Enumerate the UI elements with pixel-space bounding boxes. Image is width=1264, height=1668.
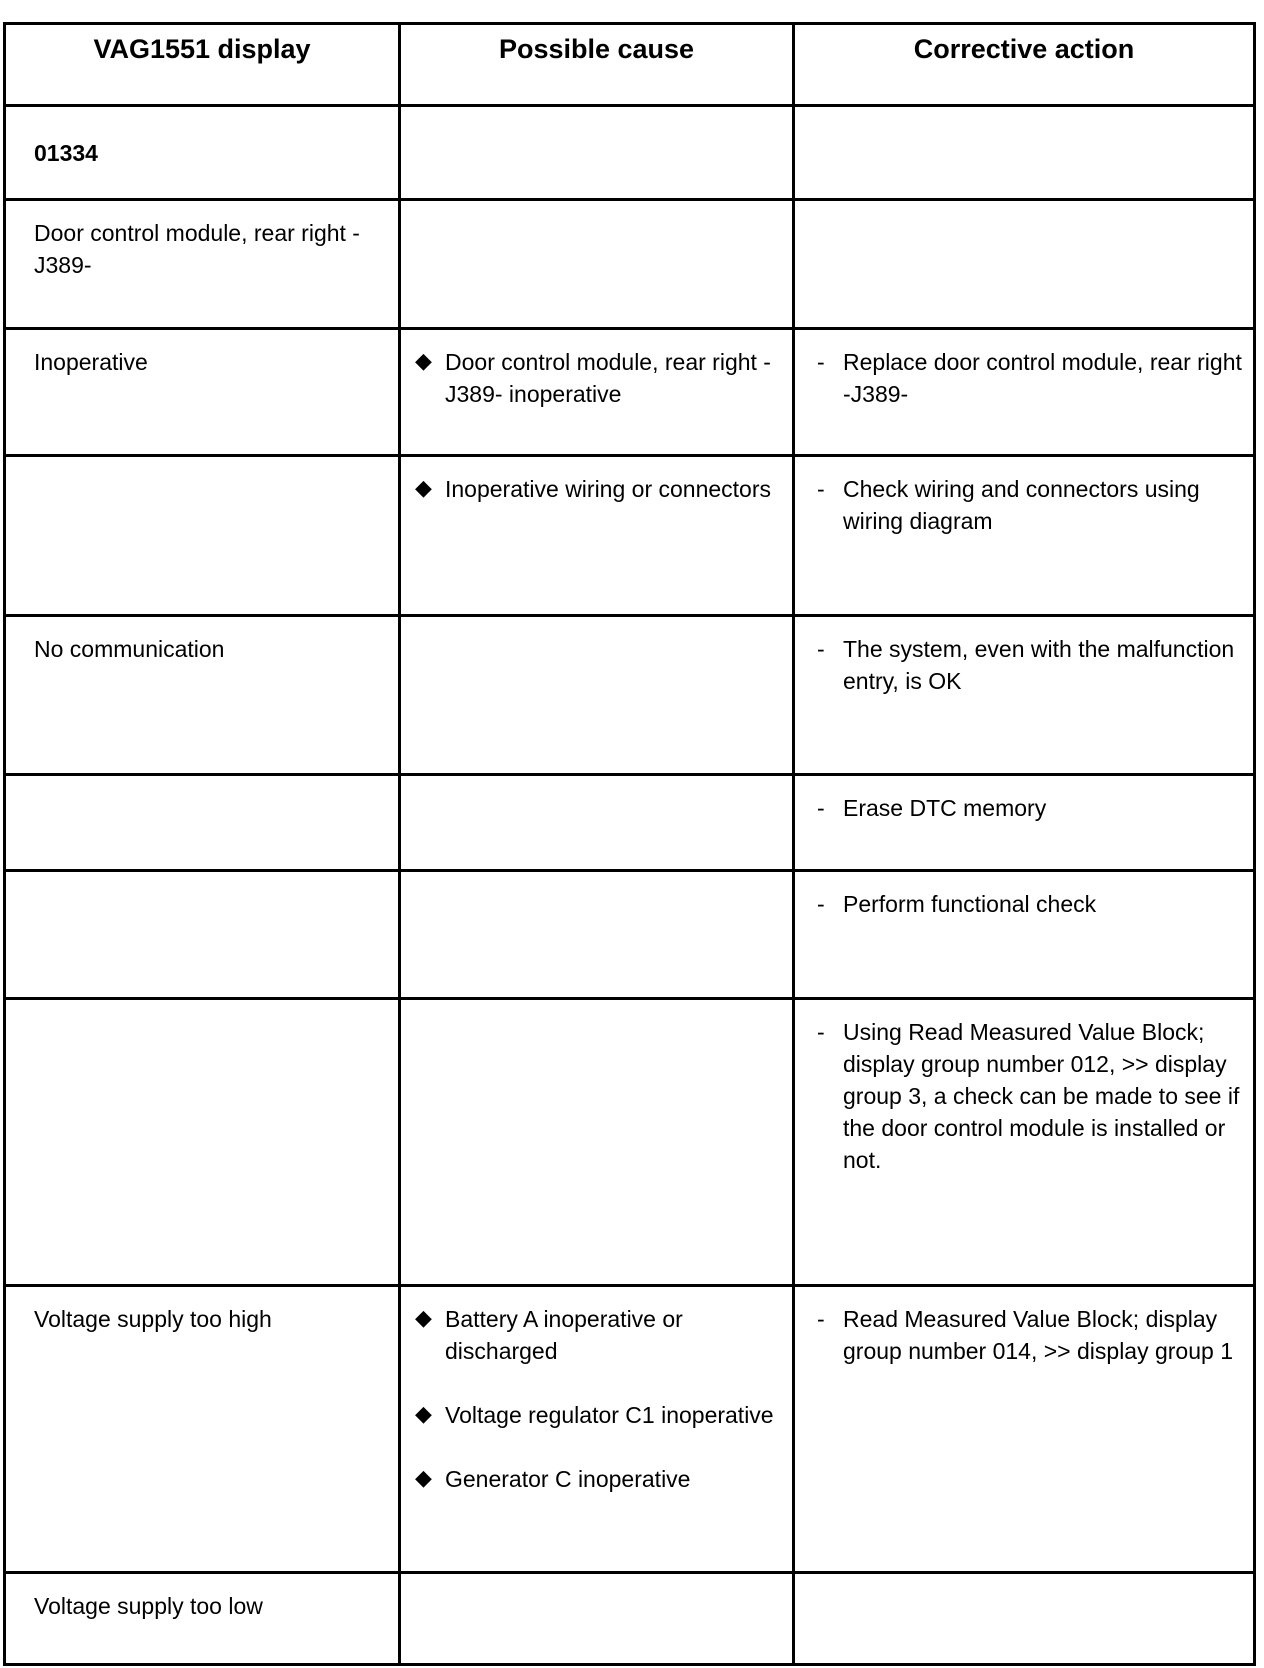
display-cell: No communication xyxy=(5,616,400,775)
dash-marker: - xyxy=(817,349,825,375)
diamond-bullet-icon: ◆ xyxy=(415,1465,432,1490)
action-text: Read Measured Value Block; display group number 014, >> display group 1 xyxy=(843,1306,1233,1364)
display-cell: Voltage supply too low xyxy=(5,1573,400,1665)
action-text: The system, even with the malfunction entry, is OK xyxy=(843,636,1235,694)
action-item xyxy=(817,346,1253,410)
action-item xyxy=(817,888,1253,920)
cause-item xyxy=(415,1303,792,1367)
action-cell xyxy=(794,456,1255,616)
cause-cell xyxy=(400,1573,794,1665)
table-row xyxy=(5,871,1255,999)
action-item xyxy=(817,1016,1253,1176)
cause-item xyxy=(415,1399,792,1431)
dash-marker: - xyxy=(817,795,825,821)
action-cell xyxy=(794,775,1255,871)
table-row xyxy=(5,329,1255,456)
table-row xyxy=(5,200,1255,329)
header-row xyxy=(5,24,1255,106)
cause-cell xyxy=(400,456,794,616)
cause-cell xyxy=(400,200,794,329)
action-text: Using Read Measured Value Block; display group number 012, >> display group 3, a check can be made to see if the door control module is installed or not. xyxy=(843,1019,1240,1173)
action-text: Erase DTC memory xyxy=(843,795,1047,821)
dash-marker: - xyxy=(817,1306,825,1332)
action-text: Perform functional check xyxy=(843,891,1097,917)
action-cell xyxy=(794,999,1255,1286)
action-item xyxy=(817,792,1253,824)
cause-cell xyxy=(400,999,794,1286)
cause-text: Door control module, rear right -J389- inoperative xyxy=(445,349,771,407)
table-row xyxy=(5,999,1255,1286)
action-item xyxy=(817,473,1253,537)
diamond-bullet-icon: ◆ xyxy=(415,1401,432,1426)
action-item xyxy=(817,633,1253,697)
header-possible-cause: Possible cause xyxy=(400,24,794,106)
cause-item xyxy=(415,1463,792,1495)
diamond-bullet-icon: ◆ xyxy=(415,348,432,373)
display-cell: Voltage supply too high xyxy=(5,1286,400,1573)
table-row xyxy=(5,106,1255,200)
table-row xyxy=(5,1573,1255,1665)
action-cell xyxy=(794,1573,1255,1665)
display-cell xyxy=(5,456,400,616)
display-cell xyxy=(5,999,400,1286)
dash-marker: - xyxy=(817,476,825,502)
cause-cell xyxy=(400,329,794,456)
action-cell xyxy=(794,200,1255,329)
action-cell xyxy=(794,871,1255,999)
dash-marker: - xyxy=(817,891,825,917)
table-row xyxy=(5,775,1255,871)
cause-text: Voltage regulator C1 inoperative xyxy=(445,1402,774,1428)
cause-cell xyxy=(400,775,794,871)
action-item xyxy=(817,1303,1253,1367)
display-cell xyxy=(5,775,400,871)
cause-cell xyxy=(400,871,794,999)
action-cell xyxy=(794,1286,1255,1573)
cause-cell xyxy=(400,1286,794,1573)
header-vag1551-display: VAG1551 display xyxy=(5,24,400,106)
action-cell xyxy=(794,329,1255,456)
table-row xyxy=(5,456,1255,616)
cause-text: Inoperative wiring or connectors xyxy=(445,476,771,502)
dash-marker: - xyxy=(817,1019,825,1045)
table-row xyxy=(5,616,1255,775)
cause-text: Battery A inoperative or discharged xyxy=(445,1306,683,1364)
diamond-bullet-icon: ◆ xyxy=(415,475,432,500)
display-cell: Inoperative xyxy=(5,329,400,456)
cause-item xyxy=(415,473,792,505)
action-cell xyxy=(794,616,1255,775)
display-cell: Door control module, rear right -J389- xyxy=(5,200,400,329)
diagnostic-table xyxy=(3,22,1256,1666)
display-cell: 01334 xyxy=(5,106,400,200)
action-cell xyxy=(794,106,1255,200)
cause-cell xyxy=(400,106,794,200)
cause-cell xyxy=(400,616,794,775)
diamond-bullet-icon: ◆ xyxy=(415,1305,432,1330)
display-cell xyxy=(5,871,400,999)
cause-text: Generator C inoperative xyxy=(445,1466,691,1492)
header-corrective-action: Corrective action xyxy=(794,24,1255,106)
table-row xyxy=(5,1286,1255,1573)
dash-marker: - xyxy=(817,636,825,662)
action-text: Replace door control module, rear right -J389- xyxy=(843,349,1242,407)
cause-item xyxy=(415,346,792,410)
action-text: Check wiring and connectors using wiring diagram xyxy=(843,476,1200,534)
